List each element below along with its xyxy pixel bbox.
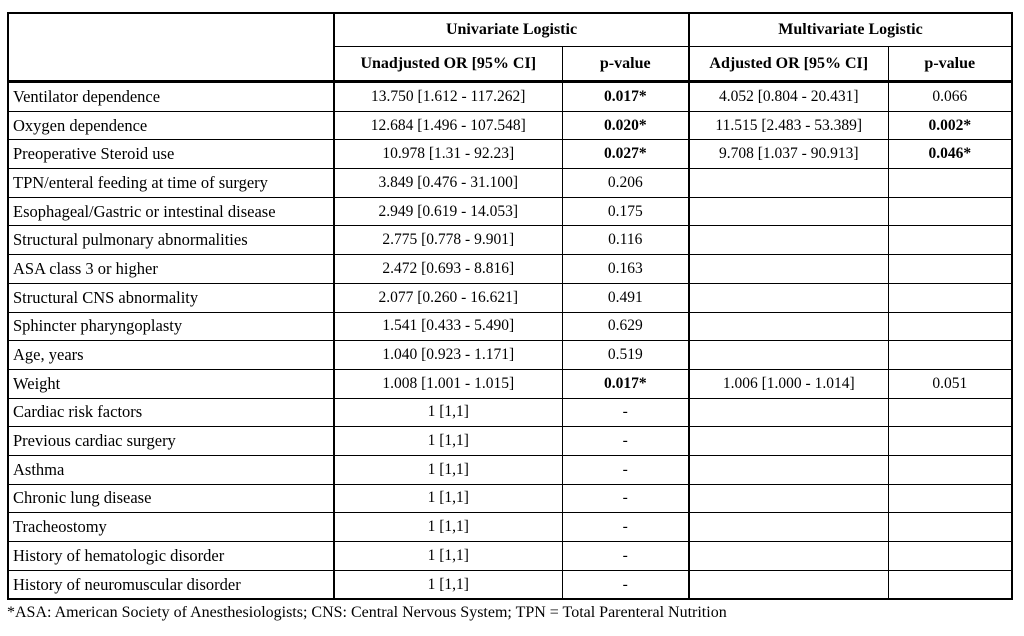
unadjusted-or-cell: 2.775 [0.778 - 9.901] <box>334 226 562 255</box>
adjusted-or-cell <box>689 484 888 513</box>
unadjusted-or-cell: 13.750 [1.612 - 117.262] <box>334 82 562 112</box>
variable-label: Preoperative Steroid use <box>8 140 334 169</box>
univariate-pvalue-cell: 0.175 <box>562 197 689 226</box>
adjusted-or-cell <box>689 169 888 198</box>
column-header-adjusted-or: Adjusted OR [95% CI] <box>689 47 888 82</box>
group-header-multivariate: Multivariate Logistic <box>689 13 1012 47</box>
univariate-pvalue-cell: 0.206 <box>562 169 689 198</box>
table-row <box>8 111 1012 140</box>
adjusted-or-cell <box>689 283 888 312</box>
table-body <box>8 82 1012 600</box>
adjusted-or-cell <box>689 570 888 599</box>
variable-label: Oxygen dependence <box>8 111 334 140</box>
unadjusted-or-cell: 2.472 [0.693 - 8.816] <box>334 255 562 284</box>
univariate-pvalue-cell: 0.629 <box>562 312 689 341</box>
table-row <box>8 226 1012 255</box>
multivariate-pvalue-cell: 0.051 <box>888 369 1012 398</box>
univariate-pvalue-cell: - <box>562 427 689 456</box>
univariate-pvalue-cell: - <box>562 455 689 484</box>
unadjusted-or-cell: 1 [1,1] <box>334 398 562 427</box>
multivariate-pvalue-cell <box>888 255 1012 284</box>
table-row <box>8 542 1012 571</box>
univariate-pvalue-cell: - <box>562 398 689 427</box>
univariate-pvalue-cell: 0.116 <box>562 226 689 255</box>
variable-label: TPN/enteral feeding at time of surgery <box>8 169 334 198</box>
table-row <box>8 283 1012 312</box>
unadjusted-or-cell: 1.541 [0.433 - 5.490] <box>334 312 562 341</box>
unadjusted-or-cell: 2.949 [0.619 - 14.053] <box>334 197 562 226</box>
univariate-pvalue-cell: - <box>562 570 689 599</box>
variable-label: Esophageal/Gastric or intestinal disease <box>8 197 334 226</box>
logistic-regression-table <box>7 12 1013 600</box>
table-row <box>8 140 1012 169</box>
univariate-pvalue-cell: 0.017* <box>562 369 689 398</box>
univariate-pvalue-cell: 0.163 <box>562 255 689 284</box>
adjusted-or-cell <box>689 513 888 542</box>
table-row <box>8 82 1012 112</box>
table-row <box>8 255 1012 284</box>
adjusted-or-cell <box>689 255 888 284</box>
variable-label: Cardiac risk factors <box>8 398 334 427</box>
multivariate-pvalue-cell <box>888 427 1012 456</box>
multivariate-pvalue-cell <box>888 226 1012 255</box>
variable-label: Structural CNS abnormality <box>8 283 334 312</box>
column-header-unadjusted-or: Unadjusted OR [95% CI] <box>334 47 562 82</box>
variable-label: ASA class 3 or higher <box>8 255 334 284</box>
univariate-pvalue-cell: 0.519 <box>562 341 689 370</box>
univariate-pvalue-cell: - <box>562 542 689 571</box>
multivariate-pvalue-cell: 0.002* <box>888 111 1012 140</box>
variable-label: History of hematologic disorder <box>8 542 334 571</box>
multivariate-pvalue-cell <box>888 455 1012 484</box>
multivariate-pvalue-cell <box>888 542 1012 571</box>
adjusted-or-cell <box>689 542 888 571</box>
multivariate-pvalue-cell <box>888 513 1012 542</box>
column-header-univariate-pvalue: p-value <box>562 47 689 82</box>
adjusted-or-cell: 1.006 [1.000 - 1.014] <box>689 369 888 398</box>
multivariate-pvalue-cell <box>888 283 1012 312</box>
unadjusted-or-cell: 2.077 [0.260 - 16.621] <box>334 283 562 312</box>
univariate-pvalue-cell: 0.027* <box>562 140 689 169</box>
adjusted-or-cell: 11.515 [2.483 - 53.389] <box>689 111 888 140</box>
table-footnote: *ASA: American Society of Anesthesiologists; CNS: Central Nervous System; TPN = Total Parenteral Nutrition <box>7 604 727 621</box>
table-row <box>8 513 1012 542</box>
table-row <box>8 570 1012 599</box>
table-row <box>8 169 1012 198</box>
adjusted-or-cell: 9.708 [1.037 - 90.913] <box>689 140 888 169</box>
univariate-pvalue-cell: - <box>562 513 689 542</box>
table-header <box>8 13 1012 82</box>
adjusted-or-cell <box>689 427 888 456</box>
adjusted-or-cell <box>689 197 888 226</box>
variable-label: Age, years <box>8 341 334 370</box>
adjusted-or-cell <box>689 398 888 427</box>
univariate-pvalue-cell: - <box>562 484 689 513</box>
multivariate-pvalue-cell <box>888 341 1012 370</box>
table-row <box>8 369 1012 398</box>
variable-label: Weight <box>8 369 334 398</box>
multivariate-pvalue-cell: 0.066 <box>888 82 1012 112</box>
header-corner-cell <box>8 13 334 82</box>
table-row <box>8 484 1012 513</box>
univariate-pvalue-cell: 0.020* <box>562 111 689 140</box>
table-row <box>8 427 1012 456</box>
multivariate-pvalue-cell <box>888 484 1012 513</box>
unadjusted-or-cell: 1.008 [1.001 - 1.015] <box>334 369 562 398</box>
results-table-container <box>7 12 1011 600</box>
unadjusted-or-cell: 10.978 [1.31 - 92.23] <box>334 140 562 169</box>
column-header-multivariate-pvalue: p-value <box>888 47 1012 82</box>
adjusted-or-cell <box>689 312 888 341</box>
multivariate-pvalue-cell <box>888 398 1012 427</box>
multivariate-pvalue-cell <box>888 169 1012 198</box>
univariate-pvalue-cell: 0.491 <box>562 283 689 312</box>
multivariate-pvalue-cell <box>888 312 1012 341</box>
unadjusted-or-cell: 12.684 [1.496 - 107.548] <box>334 111 562 140</box>
unadjusted-or-cell: 1 [1,1] <box>334 484 562 513</box>
variable-label: History of neuromuscular disorder <box>8 570 334 599</box>
adjusted-or-cell <box>689 341 888 370</box>
table-row <box>8 197 1012 226</box>
table-row <box>8 312 1012 341</box>
variable-label: Sphincter pharyngoplasty <box>8 312 334 341</box>
variable-label: Ventilator dependence <box>8 82 334 112</box>
table-row <box>8 455 1012 484</box>
adjusted-or-cell: 4.052 [0.804 - 20.431] <box>689 82 888 112</box>
unadjusted-or-cell: 1.040 [0.923 - 1.171] <box>334 341 562 370</box>
table-row <box>8 398 1012 427</box>
unadjusted-or-cell: 1 [1,1] <box>334 513 562 542</box>
variable-label: Structural pulmonary abnormalities <box>8 226 334 255</box>
multivariate-pvalue-cell: 0.046* <box>888 140 1012 169</box>
unadjusted-or-cell: 1 [1,1] <box>334 542 562 571</box>
adjusted-or-cell <box>689 226 888 255</box>
group-header-univariate: Univariate Logistic <box>334 13 689 47</box>
variable-label: Previous cardiac surgery <box>8 427 334 456</box>
unadjusted-or-cell: 3.849 [0.476 - 31.100] <box>334 169 562 198</box>
multivariate-pvalue-cell <box>888 197 1012 226</box>
unadjusted-or-cell: 1 [1,1] <box>334 570 562 599</box>
variable-label: Asthma <box>8 455 334 484</box>
variable-label: Chronic lung disease <box>8 484 334 513</box>
univariate-pvalue-cell: 0.017* <box>562 82 689 112</box>
unadjusted-or-cell: 1 [1,1] <box>334 427 562 456</box>
variable-label: Tracheostomy <box>8 513 334 542</box>
adjusted-or-cell <box>689 455 888 484</box>
unadjusted-or-cell: 1 [1,1] <box>334 455 562 484</box>
multivariate-pvalue-cell <box>888 570 1012 599</box>
table-row <box>8 341 1012 370</box>
